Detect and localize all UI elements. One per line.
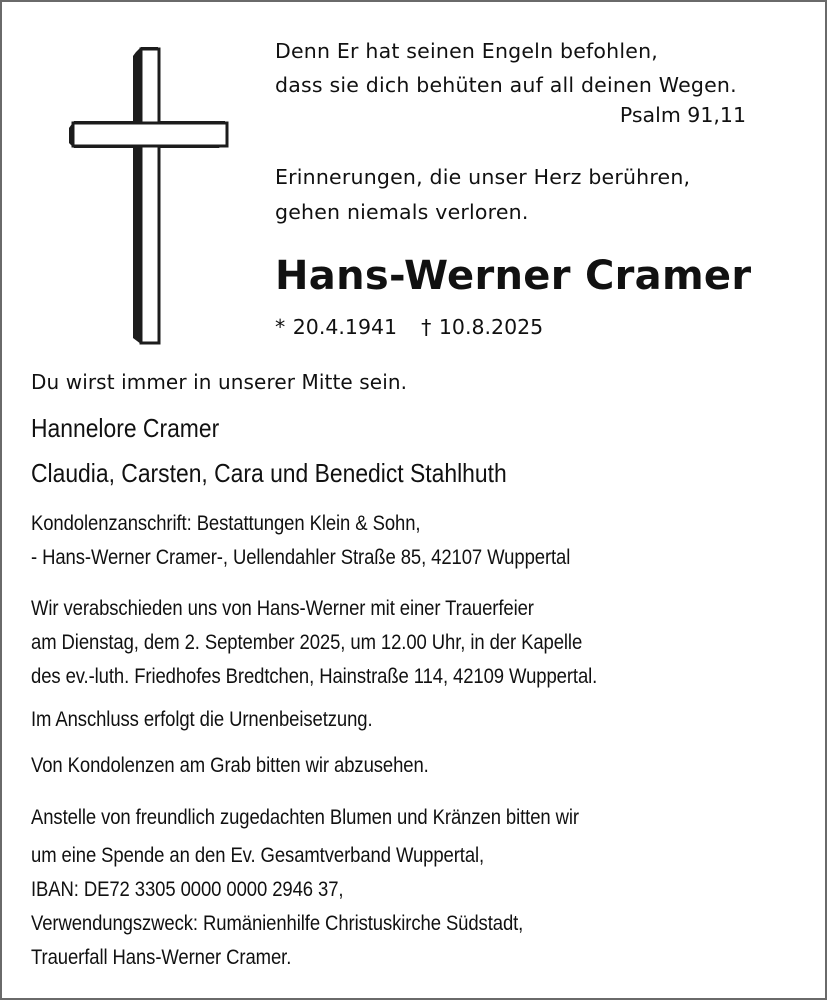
verse-line-2: dass sie dich behüten auf all deinen Wegen.: [275, 73, 737, 97]
death-date: † 10.8.2025: [421, 315, 544, 339]
verse-reference: Psalm 91,11: [619, 103, 746, 127]
burial-note: Im Anschluss erfolgt die Urnenbeisetzung.: [31, 708, 373, 731]
cross-icon: [57, 42, 242, 352]
donation-reference: Trauerfall Hans-Werner Cramer.: [31, 946, 292, 969]
verse-line-1: Denn Er hat seinen Engeln befohlen,: [275, 39, 658, 63]
grave-note: Von Kondolenzen am Grab bitten wir abzusehen.: [31, 754, 429, 777]
motto: Du wirst immer in unserer Mitte sein.: [31, 370, 408, 394]
quote-line-1: Erinnerungen, die unser Herz berühren,: [275, 165, 691, 189]
donation-line-2: um eine Spende an den Ev. Gesamtverband Wuppertal,: [31, 844, 485, 867]
ceremony-line-1: Wir verabschieden uns von Hans-Werner mit einer Trauerfeier: [31, 597, 534, 620]
donation-iban: IBAN: DE72 3305 0000 0000 2946 37,: [31, 878, 344, 901]
condolence-address-line-1: Kondolenzanschrift: Bestattungen Klein & Sohn,: [31, 512, 421, 535]
deceased-name: Hans-Werner Cramer: [275, 253, 752, 299]
donation-purpose: Verwendungszweck: Rumänienhilfe Christuskirche Südstadt,: [31, 912, 524, 935]
ceremony-line-2: am Dienstag, dem 2. September 2025, um 12.00 Uhr, in der Kapelle: [31, 631, 583, 654]
mourner-2: Claudia, Carsten, Cara und Benedict Stahlhuth: [31, 458, 507, 488]
quote-line-2: gehen niemals verloren.: [275, 200, 529, 224]
donation-line-1: Anstelle von freundlich zugedachten Blumen und Kränzen bitten wir: [31, 806, 580, 829]
condolence-address-line-2: - Hans-Werner Cramer-, Uellendahler Straße 85, 42107 Wuppertal: [31, 546, 571, 569]
ceremony-line-3: des ev.-luth. Friedhofes Bredtchen, Hainstraße 114, 42109 Wuppertal.: [31, 665, 598, 688]
life-dates: [275, 315, 543, 339]
mourner-1: Hannelore Cramer: [31, 413, 220, 443]
birth-date: * 20.4.1941: [275, 315, 398, 339]
